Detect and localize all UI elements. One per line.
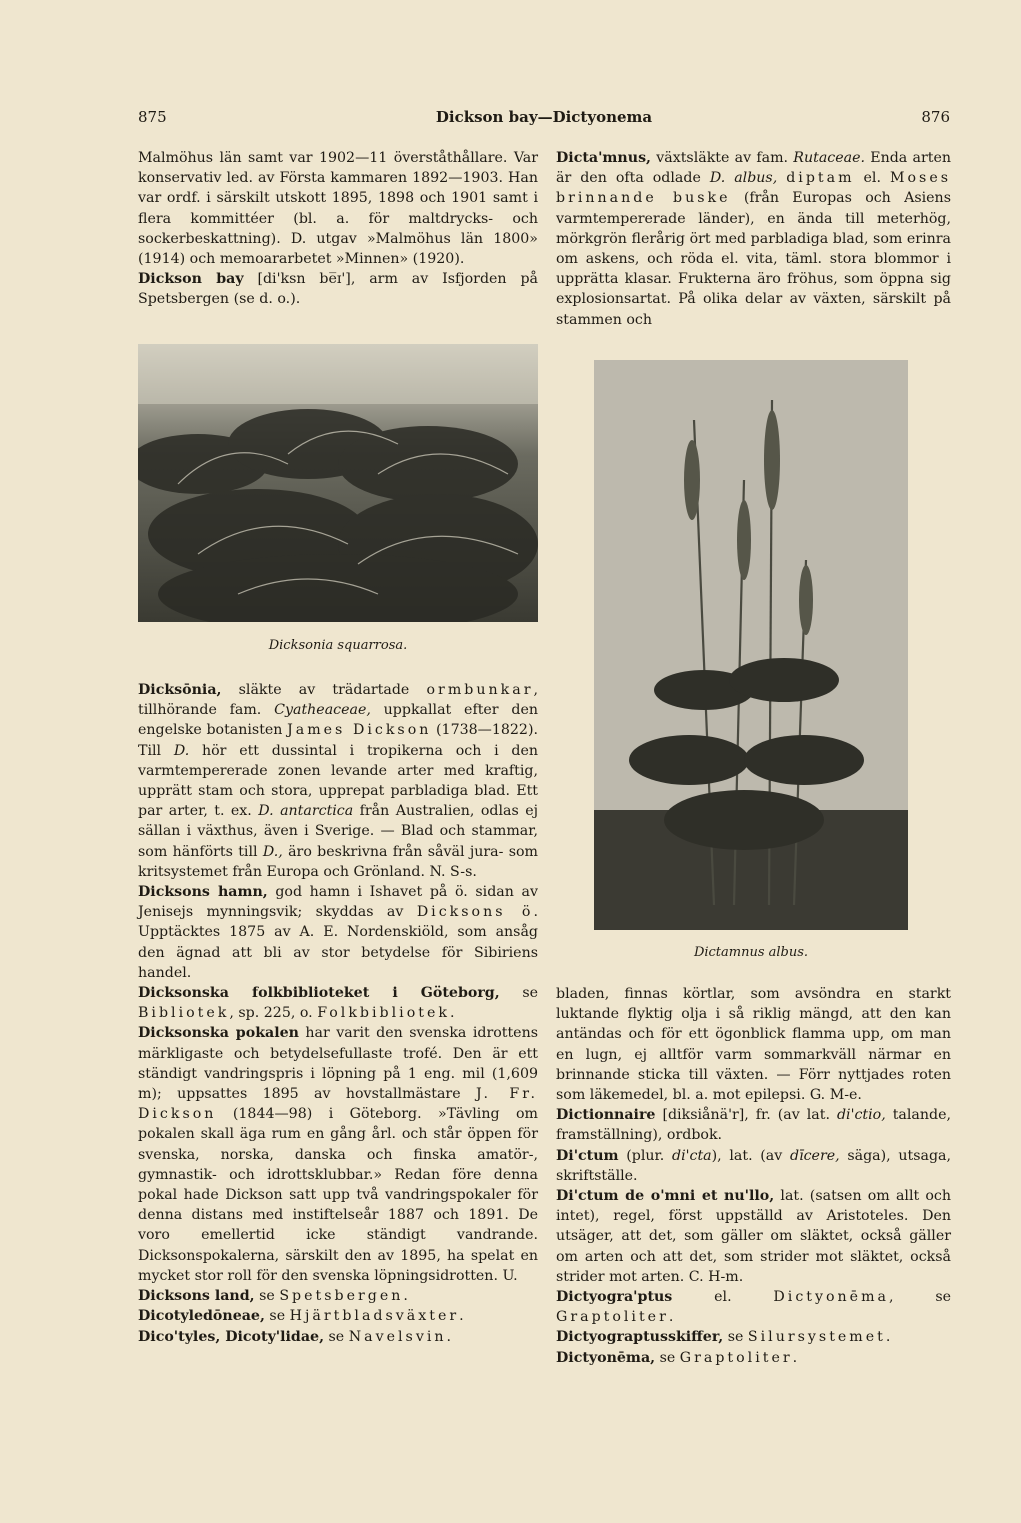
text: . <box>792 1349 798 1366</box>
text: , se <box>888 1289 951 1306</box>
left-column-bottom <box>138 680 538 1347</box>
entry-pokalen <box>138 1023 538 1286</box>
text: se <box>254 1288 280 1305</box>
text: . <box>668 1309 674 1326</box>
entry-continuation: Malmöhus län samt var 1902—11 överståthållare. Var konservativ led. av Första kammaren 1892—1903. Han var ordf. i särskilt utskott 1895, 1898 och 1901 samt i flera kommittéer (bl. a. för maltdrycks- och sockerbeskattning). D. utgav »Malmöhus län 1800» (1914) och memoararbetet »Minnen» (1920). <box>138 150 538 268</box>
entry-head: Dickson bay <box>138 271 244 288</box>
text: lat. (satsen om allt och intet), regel, först uppställd av Aristoteles. Den utsäger, att det, som gäller om släktet, också gäller om arten och att det, som strider mot släktet, också strider mot arten. C. H-m. <box>556 1188 951 1285</box>
spaced-term: Navelsvin <box>348 1328 447 1345</box>
text: säga), utsaga, skriftställe. <box>556 1147 951 1184</box>
text: se <box>499 985 538 1002</box>
figure-caption-dictamnus: Dictamnus albus. <box>693 945 809 960</box>
spaced-term: Folkbibliotek <box>317 1005 450 1022</box>
spaced-term: James Dickson <box>287 722 432 739</box>
text: släkte av trädartade <box>221 682 427 698</box>
text: , tillhörande fam. <box>138 682 538 719</box>
text: god hamn i Ishavet på ö. sidan av Jenisejs mynningsvik; skyddas av <box>138 884 538 921</box>
text: från Australien, odlas ej sällan i växthus, även i Sverige. — Blad och stammar, som hänförts till <box>138 803 539 860</box>
text: el. <box>854 170 890 187</box>
entry-head: Dictyogra'ptus <box>556 1289 673 1306</box>
page-header <box>138 108 950 132</box>
text: se <box>324 1328 349 1345</box>
spaced-term: Silursystemet <box>747 1329 886 1346</box>
text: , sp. 225, o. <box>229 1005 318 1022</box>
entry-dictamnus-continued: bladen, finnas körtlar, som avsöndra en starkt luktande flyktig olja i så riklig mängd, att den kan antändas och för ett ögonblick flamma upp, om man en lugn, ej alltför varm sommarkväll närmar en brinnande sticka till växten. — Förr nyttjades roten som läkemedel, bl. a. mot epilepsi. G. M-e. <box>556 986 951 1104</box>
italic-term: D. albus, <box>709 170 778 187</box>
italic-term: Cyatheaceae, <box>274 702 371 719</box>
entry-head: Dictyonēma, <box>556 1349 656 1366</box>
spaced-term: Dictyonēma <box>773 1289 889 1306</box>
spaced-term: Spetsbergen <box>279 1288 404 1305</box>
spaced-term: diptam <box>786 170 855 187</box>
text: (från Europas och Asiens varmtempererade länder), en ända till meterhög, mörkgrön flerårig ört med parbladiga blad, som erinra om askens, och röda el. vita, täml. stora blommor i upprätta klasar. Frukterna äro fröhus, som öppna sig explosionsartat. På olika delar av växten, särskilt på stammen och <box>556 190 951 328</box>
running-head: Dickson bay—Dictyonema <box>435 108 653 126</box>
entry-dictum <box>556 1146 951 1186</box>
entry-dicksons-land <box>138 1286 538 1306</box>
entry-dictionnaire <box>556 1105 951 1145</box>
italic-term: D., <box>262 843 283 860</box>
entry-head: Di'ctum de o'mni et nu'llo, <box>556 1188 775 1205</box>
entry-dicotyledoneae <box>138 1306 538 1326</box>
spaced-term: ormbunkar <box>426 682 534 698</box>
entry-dicotyles <box>138 1327 538 1347</box>
text: se <box>655 1349 680 1366</box>
entry-head: Dicksonska folkbiblioteket i Göteborg, <box>138 985 500 1002</box>
dictamnus-photo-illustration <box>594 360 908 930</box>
photo-dictamnus <box>594 360 908 930</box>
spaced-term: Dicksons ö <box>416 904 534 921</box>
entry-dictamnus <box>556 148 951 330</box>
text: Enda arten är den ofta odlade <box>556 150 951 187</box>
spaced-term: Graptoliter <box>556 1309 669 1326</box>
text: ), lat. (av <box>711 1147 790 1164</box>
text: äro beskrivna från såväl jura- som kritsystemet från Europa och Grönland. N. S-s. <box>138 843 538 880</box>
text <box>777 170 786 186</box>
text: . Upptäcktes 1875 av A. E. Nordenskiöld, som ansåg den ägnad att bli av stor betydelse för Sibiriens handel. <box>138 904 538 981</box>
text: växtsläkte av fam. <box>651 150 794 166</box>
italic-term: Rutaceae. <box>793 150 865 166</box>
text: se <box>723 1329 748 1346</box>
figure-caption-dicksonia: Dicksonia squarrosa. <box>268 638 408 653</box>
entry-head: Di'ctum <box>556 1147 619 1164</box>
text: (plur. <box>618 1147 672 1164</box>
entry-folkbiblioteket <box>138 983 538 1023</box>
italic-term: dīcere, <box>789 1147 840 1164</box>
italic-term: D. antarctica <box>258 803 354 820</box>
text: (1738—1822). Till <box>138 722 538 759</box>
entry-head: Dicotyledōneae, <box>138 1308 265 1325</box>
entry-head: Dicksons hamn, <box>138 884 268 901</box>
photo-dicksonia <box>138 344 538 622</box>
text: hör ett dussintal i tropikerna och i den varmtempererade zonen levande arter med kraftig, upprätt stam och stora, upprepat parbladiga blad. Ett par arter, t. ex. <box>138 742 539 820</box>
right-column-top <box>556 148 951 330</box>
left-column-top <box>138 148 538 310</box>
text: uppkallat efter den engelske botanisten <box>138 702 538 739</box>
entry-dictyograptus <box>556 1287 951 1327</box>
entry-dictyograptusskiffer <box>556 1327 951 1347</box>
spaced-term: Hjärtbladsväxter <box>289 1308 460 1325</box>
text: se <box>264 1308 290 1325</box>
entry-head: Dicksons land, <box>138 1288 255 1305</box>
entry-head: Dicta'mnus, <box>556 150 651 166</box>
italic-term: D. <box>173 742 190 759</box>
spaced-term: Moses brinnande buske <box>556 170 951 207</box>
text: el. <box>672 1289 774 1306</box>
entry-head: Dico'tyles, Dicoty'lidae, <box>138 1328 325 1345</box>
text: . <box>885 1329 891 1346</box>
text: . <box>459 1308 464 1325</box>
text: . <box>446 1328 452 1345</box>
entry-head: Dictyograptusskiffer, <box>556 1329 724 1346</box>
italic-term: di'cta <box>671 1147 712 1164</box>
text: (1844—98) i Göteborg. »Tävling om pokalen skall äga rum en gång årl. och står öppen för svenska, norska, danska och finska amatör-, gymnastik- och idrottsklubbar.» Redan före denna pokal hade Dickson satt upp två vandringspokaler för denna distans med instiftelseår 1887 och 1891. De voro emellertid icke ständigt vandrande. Dicksonspokalerna, särskilt den av 1895, ha spelat en mycket stor roll för den svenska löpningsidrotten. U. <box>138 1106 538 1284</box>
entry-dictyonema <box>556 1348 951 1368</box>
spaced-term: J. Fr. Dickson <box>138 1086 538 1123</box>
entry-head: Dictionnaire <box>556 1107 656 1124</box>
text: har varit den svenska idrottens märkligaste och betydelsefullaste trofé. Den är ett ständigt vandringspris i löpning på 1 eng. mil (1,609 m); uppsattes 1895 av hovstallmästare <box>138 1025 538 1103</box>
text: talande, framställning), ordbok. <box>556 1107 951 1144</box>
spaced-term: Bibliotek <box>138 1005 230 1022</box>
entry-head: Dicksōnia, <box>138 682 222 698</box>
text: . <box>403 1288 408 1305</box>
entry-dictum-de-omni <box>556 1186 951 1287</box>
text: . <box>449 1005 455 1022</box>
right-column-bottom <box>556 984 951 1368</box>
fern-photo-illustration <box>138 344 538 622</box>
page-number-left: 875 <box>138 108 167 126</box>
entry-dicksons-hamn <box>138 882 538 983</box>
text: [diksiånä'r], fr. (av lat. <box>655 1107 837 1124</box>
page-number-right: 876 <box>921 108 950 126</box>
entry-head: Dicksonska pokalen <box>138 1025 299 1042</box>
spaced-term: Graptoliter <box>679 1349 793 1366</box>
italic-term: di'ctio, <box>836 1107 886 1124</box>
entry-body: [di'ksn be̅ɪ'], arm av Isfjorden på Spetsbergen (se d. o.). <box>138 271 538 308</box>
entry-dicksonia <box>138 680 538 882</box>
entry-dickson-bay <box>138 269 538 309</box>
